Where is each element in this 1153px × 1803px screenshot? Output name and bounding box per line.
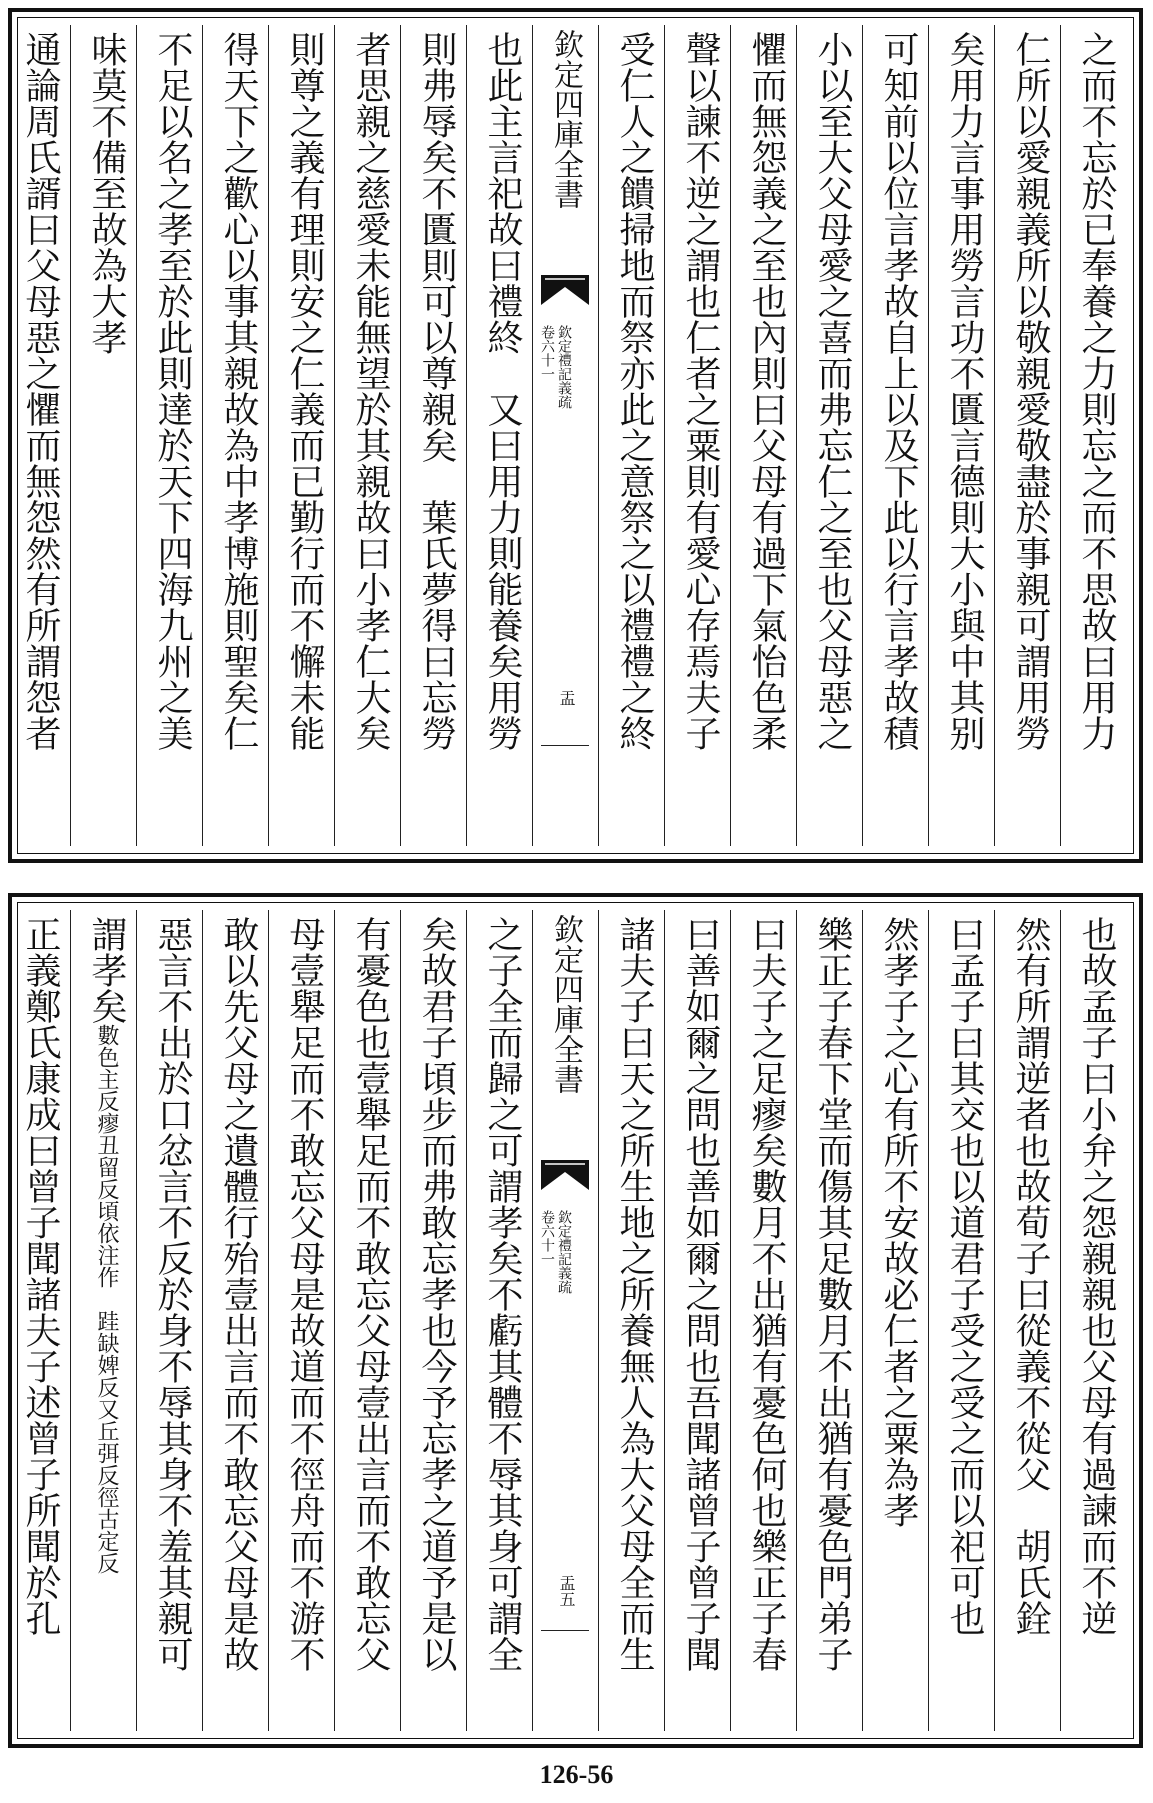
text-column: 也此主言祀故曰禮終 又曰用力則能養矣用勞	[466, 25, 532, 846]
text-column: 敢以先父母之遺體行殆壹出言而不敢忘父母是故	[202, 910, 268, 1731]
volume-number: 卷六十一	[539, 325, 555, 381]
scan-page-footer: 126-56	[539, 1760, 614, 1789]
text-column: 小以至大父母愛之喜而弗忘仁之至也父母惡之	[796, 25, 862, 846]
phonetic-note-line-b: 跬缺婢反又丘弭反徑古定反	[94, 1310, 119, 1574]
bottom-columns	[20, 910, 1126, 1731]
center-margin-header	[532, 910, 598, 1731]
bottom-page-panel	[8, 893, 1143, 1748]
top-page-panel	[8, 8, 1143, 863]
text-column: 也故孟子曰小弁之怨親親也父母有過諫而不逆	[1060, 910, 1126, 1731]
phonetic-note	[94, 1024, 119, 1574]
text-column: 有憂色也壹舉足而不敢忘父母壹出言而不敢忘父	[334, 910, 400, 1731]
text-column: 可知前以位言孝故自上以及下此以行言孝故積	[862, 25, 928, 846]
text-column: 矣故君子頃步而弗敢忘孝也今予忘孝之道予是以	[400, 910, 466, 1731]
text-column: 曰夫子之足瘳矣數月不出猶有憂色何也樂正子春	[730, 910, 796, 1731]
center-margin-header	[532, 25, 598, 846]
fish-tail-mark-icon	[539, 273, 591, 307]
text-column: 矣用力言事用勞言功不匱言德則大小與中其别	[928, 25, 994, 846]
text-column: 惡言不出於口忿言不反於身不辱其身不羞其親可	[136, 910, 202, 1731]
text-column: 聲以諫不逆之謂也仁者之粟則有愛心存焉夫子	[664, 25, 730, 846]
page-number: 盂	[557, 690, 576, 706]
text-column: 曰孟子曰其交也以道君子受之受之而以祀可也	[928, 910, 994, 1731]
text-column: 樂正子春下堂而傷其足數月不出猶有憂色門弟子	[796, 910, 862, 1731]
text-column: 然孝子之心有所不安故必仁者之粟為孝	[862, 910, 928, 1731]
text-column: 則尊之義有理則安之仁義而已勤行而不懈未能	[268, 25, 334, 846]
top-columns	[20, 25, 1126, 846]
text-column: 正義鄭氏康成曰曾子聞諸夫子述曾子所聞於孔	[20, 916, 61, 1636]
text-column: 然有所謂逆者也故荀子曰從義不從父 胡氏銓	[994, 910, 1060, 1731]
text-column: 則弗辱矣不匱則可以尊親矣 葉氏夢得曰忘勞	[400, 25, 466, 846]
annotated-column	[70, 910, 136, 1731]
margin-divider	[541, 1630, 589, 1631]
text-column: 懼而無怨義之至也內則曰父母有過下氣怡色柔	[730, 25, 796, 846]
text-column: 母壹舉足而不敢忘父母是故道而不徑舟而不游不	[268, 910, 334, 1731]
fish-tail-mark-icon	[539, 1158, 591, 1192]
collection-title: 欽定四庫全書	[548, 914, 583, 1094]
text-column: 不足以名之孝至於此則達於天下四海九州之美	[136, 25, 202, 846]
book-title: 欽定禮記義疏	[556, 325, 572, 409]
main-text: 謂孝矣	[86, 916, 127, 1024]
text-column: 之而不忘於已奉養之力則忘之而不思故曰用力	[1060, 25, 1126, 846]
text-column: 受仁人之饋掃地而祭亦此之意祭之以禮禮之終	[598, 25, 664, 846]
phonetic-note-line-a: 數色主反瘳丑留反頃依注作	[94, 1024, 119, 1288]
text-column: 之子全而歸之可謂孝矣不虧其體不辱其身可謂全	[466, 910, 532, 1731]
text-column: 諸夫子曰天之所生地之所養無人為大父母全而生	[598, 910, 664, 1731]
volume-number: 卷六十一	[539, 1210, 555, 1266]
page-number: 盂五	[557, 1575, 576, 1607]
text-column: 味莫不備至故為大孝	[70, 25, 136, 846]
text-column: 通論周氏諝曰父母惡之懼而無怨然有所謂怨者	[20, 31, 61, 751]
book-title: 欽定禮記義疏	[556, 1210, 572, 1294]
margin-divider	[541, 745, 589, 746]
text-column: 曰善如爾之問也善如爾之問也吾聞諸曾子曾子聞	[664, 910, 730, 1731]
text-column: 者思親之慈愛未能無望於其親故曰小孝仁大矣	[334, 25, 400, 846]
text-column: 仁所以愛親義所以敬親愛敬盡於事親可謂用勞	[994, 25, 1060, 846]
collection-title: 欽定四庫全書	[548, 29, 583, 209]
text-column: 得天下之歡心以事其親故為中孝博施則聖矣仁	[202, 25, 268, 846]
